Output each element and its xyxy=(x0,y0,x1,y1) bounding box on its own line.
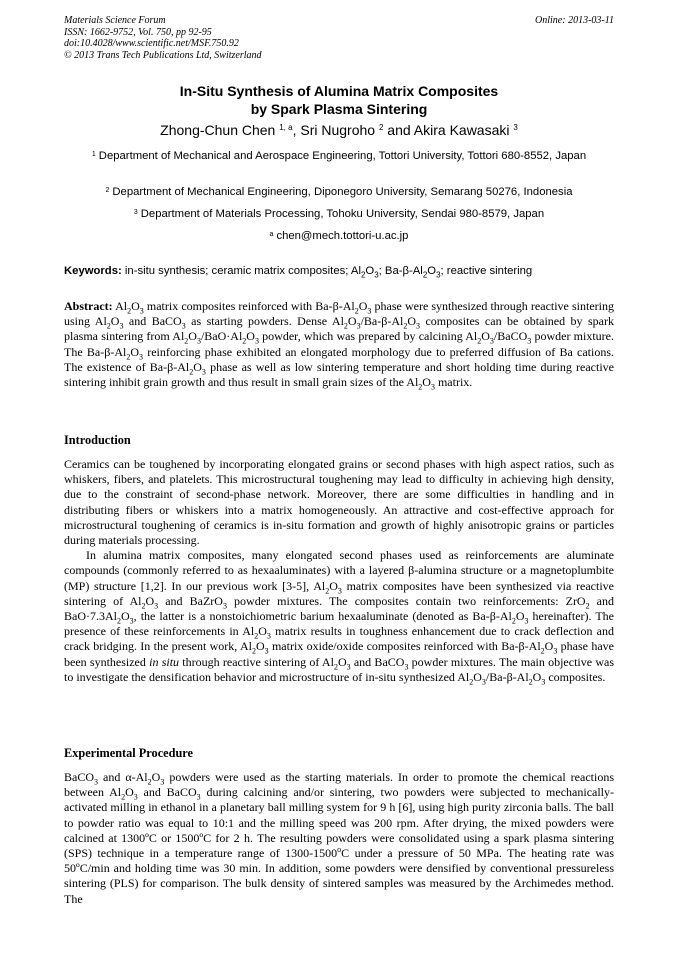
superscript: o xyxy=(337,845,342,855)
affiliation-mark: 1 xyxy=(91,151,96,158)
subscript: 3 xyxy=(489,336,494,346)
journal-name: Materials Science Forum xyxy=(64,15,166,26)
abstract-text: O xyxy=(246,329,255,344)
subscript: 3 xyxy=(436,270,441,280)
paragraph-text: O xyxy=(151,770,161,784)
email-text: chen@mech.tottori-u.ac.jp xyxy=(276,230,409,242)
subscript: 2 xyxy=(422,270,428,280)
paragraph-text: and α-Al xyxy=(98,770,148,784)
abstract-text: /BaO·Al xyxy=(200,329,243,344)
affiliation-text: Department of Mechanical and Aerospace Engineering, Tottori University, Tottori 680-8552, Japan xyxy=(98,150,587,162)
abstract-text: matrix. xyxy=(434,375,473,390)
section-heading-introduction: Introduction xyxy=(64,433,131,447)
subscript: 3 xyxy=(524,616,529,626)
journal-header xyxy=(64,15,262,61)
paragraph-text: /Ba-β-Al xyxy=(485,669,529,684)
paragraph-text: hereinafter). The presence of these reinforcements in Al xyxy=(64,609,614,639)
abstract-text: O xyxy=(110,314,120,329)
abstract-text: and BaCO xyxy=(123,314,182,329)
author-separator: and xyxy=(383,122,414,138)
subscript: 3 xyxy=(201,367,206,377)
affiliation-mark: 3 xyxy=(133,209,138,216)
paragraph-text: O xyxy=(255,639,265,654)
abstract-text: as starting powders. Dense Al xyxy=(185,314,344,329)
affiliation-2 xyxy=(74,185,604,200)
paragraph-text: O xyxy=(125,785,134,800)
subscript: 3 xyxy=(119,321,124,331)
paragraph-text: composites. xyxy=(545,669,606,684)
abstract-text: phase as well as low sintering temperature and short holding time during reactive sintering inhibit grain growth and thus result in small grain sizes of the Al xyxy=(64,359,614,390)
subscript: 2 xyxy=(184,336,189,346)
paragraph-text: and BaCO xyxy=(137,785,197,800)
subscript: 2 xyxy=(585,601,590,611)
subscript: 2 xyxy=(121,792,126,802)
subscript: 2 xyxy=(360,270,366,280)
subscript: 3 xyxy=(160,777,165,787)
abstract-text: Al xyxy=(112,299,128,313)
author-name: Sri Nugroho xyxy=(300,122,376,138)
paragraph-text: powder mixtures. The composites contain two reinforcements: ZrO xyxy=(226,593,586,608)
paragraph xyxy=(64,770,614,907)
paragraph-text: during calcining and/or sintering, two powders were subjected to mechanically-activated milling in ethanol in a planetary ball milling system for 9 h [6], using high purity zirconia balls. The ball to powder ratio was equal to 10:1 and the milling speed was 200 rpm. After drying, the mixed powders were calcined at 1300ºC or 1500ºC for 2 h. The resulting powders were consolidated using a spark plasma sintering (SPS) technique in a temperature range of 1300-1500 xyxy=(64,785,615,861)
subscript: 3 xyxy=(254,336,259,346)
subscript: 2 xyxy=(403,321,408,331)
author-email xyxy=(74,229,604,244)
abstract-text: composites can be obtained by spark plasma sintering from Al xyxy=(64,314,615,344)
subscript: 2 xyxy=(251,646,256,656)
section-heading-experimental: Experimental Procedure xyxy=(64,746,193,760)
paragraph-text: matrix composites have been synthesized via reactive sintering of Al xyxy=(64,578,614,608)
subscript: 2 xyxy=(333,662,338,672)
subscript: 2 xyxy=(354,306,359,316)
subscript: 2 xyxy=(126,352,131,361)
paragraph-text: O xyxy=(473,669,482,684)
subscript: 2 xyxy=(189,367,194,377)
journal-copyright: © 2013 Trans Tech Publications Ltd, Switzerland xyxy=(64,49,262,61)
abstract-text: /BaCO xyxy=(493,329,528,344)
subscript: 3 xyxy=(337,586,342,596)
affiliation-mark: 2 xyxy=(105,187,110,194)
subscript: 2 xyxy=(528,677,533,687)
author-separator: , xyxy=(292,122,301,138)
affiliation-mark: a xyxy=(269,231,274,238)
abstract-text: powder, which was prepared by calcining Al xyxy=(258,329,478,344)
paragraph-text: O xyxy=(258,624,267,639)
journal-doi: doi:10.4028/www.scientific.net/MSF.750.92 xyxy=(64,38,239,49)
subscript: 3 xyxy=(481,677,486,687)
author-list xyxy=(64,121,614,139)
subscript: 2 xyxy=(254,631,259,641)
paragraph-text: and BaZrO xyxy=(158,593,223,608)
subscript: 2 xyxy=(141,601,146,611)
subscript: 2 xyxy=(540,646,545,656)
paragraph-text: C under a pressure of 50 MPa. The heating rate was 50ºC/min and holding time was 30 min. In addition, some powders were densified by conventional pressureless sintering (PLS) for comparison. The bulk density of sintered samples was measured by the Archimedes method. The xyxy=(64,846,614,906)
experimental-body xyxy=(64,770,614,907)
abstract xyxy=(64,299,614,390)
subscript: 3 xyxy=(367,306,372,316)
paragraph-text: , the latter is a nonstoichiometric barium hexaaluminate (denoted as Ba-β-Al xyxy=(133,609,512,624)
introduction-body xyxy=(64,457,614,685)
paragraph-text: In alumina matrix composites, many elongated second phases used as reinforcements are aluminate compounds (commonly referred to as hexaaluminates) with a layered β-alumina structure or a magnetoplumbite (MP) structure [1,2]. In our previous work [3-5], Al xyxy=(64,548,614,593)
subscript: 2 xyxy=(127,306,132,316)
paragraph-text: through reactive sintering of Al xyxy=(179,654,334,669)
paragraph: Ceramics can be toughened by incorporating elongated grains or second phases with high aspect ratios, such as whiskers, fibers, and platelets. This microstructural toughening may lead to difficulty in achieving high density, due to the constraint of second-phase network. Moreover, there are some difficulties in handling and in distributing fibers or whiskers into a matrix homogeneously. An attractive and cost-effective approach for microstructural toughening of ceramics is in-situ formation and growth of highly anisotropic grains or particles during materials processing. xyxy=(64,457,614,548)
subscript: 3 xyxy=(222,601,227,611)
subscript: 3 xyxy=(133,792,138,802)
paragraph-text: matrix oxide/oxide composites reinforced with Ba-β-Al xyxy=(268,639,541,654)
paragraph-text: and BaCO xyxy=(350,654,405,669)
paragraph-text: O xyxy=(532,669,542,684)
paragraph-text: powder mixtures. The main objective was to investigate the densification behavior and microstructure of in-situ synthesized Al xyxy=(64,654,614,684)
journal-issn: ISSN: 1662-9752, Vol. 750, pp 92-95 xyxy=(64,26,212,38)
abstract-text: reinforcing phase exhibited an elongated morphology due to preferred diffusion of Ba cations. The existence of Ba-β-Al xyxy=(64,344,614,374)
subscript: 3 xyxy=(346,662,351,672)
subscript: 2 xyxy=(418,382,423,392)
abstract-text: O xyxy=(422,375,431,390)
paragraph-text: O xyxy=(145,593,155,608)
subscript: 3 xyxy=(196,792,201,802)
paragraph xyxy=(64,548,614,685)
title-line-2: by Spark Plasma Sintering xyxy=(250,101,428,117)
affiliation-text: Department of Materials Processing, Tohoku University, Sendai 980-8579, Japan xyxy=(140,208,545,220)
subscript: 3 xyxy=(139,352,143,361)
subscript: 2 xyxy=(106,321,111,331)
author-name: Zhong-Chun Chen xyxy=(160,122,276,138)
subscript: 3 xyxy=(129,616,134,626)
subscript: 3 xyxy=(404,662,409,672)
subscript: 3 xyxy=(374,270,379,280)
author-affil-mark: 2 xyxy=(378,123,384,132)
abstract-text: O xyxy=(130,344,139,359)
online-date: Online: 2013-03-11 xyxy=(535,15,614,26)
author-name: Akira Kawasaki xyxy=(413,122,510,138)
keywords-text: O xyxy=(365,265,375,277)
subscript: 3 xyxy=(553,646,558,656)
subscript: 3 xyxy=(139,306,144,316)
italic-text: in situ xyxy=(149,654,180,669)
abstract-label: Abstract: xyxy=(64,299,113,313)
paragraph-text: O xyxy=(544,639,554,654)
abstract-text: powder mixture. The Ba-β-Al xyxy=(64,329,615,359)
author-affil-mark: 3 xyxy=(513,123,518,132)
title-line-1: In-Situ Synthesis of Alumina Matrix Composites xyxy=(179,83,499,99)
abstract-text: O xyxy=(188,329,197,344)
keywords-text: in-situ synthesis; ceramic matrix composites; Al xyxy=(121,265,361,277)
paragraph-text: BaCO xyxy=(64,770,94,784)
subscript: 3 xyxy=(196,336,201,346)
abstract-text: phase were synthesized through reactive sintering using Al xyxy=(64,299,614,329)
abstract-text: O xyxy=(407,314,417,329)
abstract-text: O xyxy=(347,314,357,329)
subscript: 2 xyxy=(117,616,121,626)
paragraph-text: O xyxy=(329,578,338,593)
subscript: 3 xyxy=(181,321,186,331)
paper-title xyxy=(64,82,614,118)
subscript: 3 xyxy=(430,382,435,392)
paragraph-text: O xyxy=(337,654,347,669)
paragraph-text: O xyxy=(515,609,525,624)
abstract-text: O xyxy=(193,359,202,374)
affiliation-3 xyxy=(74,207,604,222)
subscript: 3 xyxy=(154,601,159,611)
abstract-text: /Ba-β-Al xyxy=(360,314,404,329)
subscript: 2 xyxy=(469,677,474,687)
paragraph-text: O xyxy=(121,609,130,624)
subscript: 2 xyxy=(477,336,482,346)
abstract-text: matrix composites reinforced with Ba-β-Al xyxy=(143,299,355,313)
paragraph-text: phase have been synthesized xyxy=(64,639,614,669)
subscript: 3 xyxy=(527,336,532,346)
subscript: 2 xyxy=(147,777,152,787)
affiliation-1 xyxy=(74,149,604,164)
affiliation-text: Department of Mechanical Engineering, Diponegoro University, Semarang 50276, Indonesia xyxy=(112,186,573,198)
abstract-text: O xyxy=(131,299,140,313)
abstract-text: O xyxy=(481,329,490,344)
subscript: 3 xyxy=(356,321,361,331)
keywords xyxy=(64,264,614,278)
subscript: 3 xyxy=(266,631,271,641)
subscript: 2 xyxy=(343,321,348,331)
paragraph-text: matrix results in toughness enhancement due to crack deflection and crack bridging. In the present work, Al xyxy=(64,624,614,654)
keywords-label: Keywords: xyxy=(64,265,122,277)
paragraph-text: powders were used as the starting materials. In order to promote the chemical reactions between Al xyxy=(64,770,614,800)
subscript: 3 xyxy=(416,321,421,331)
keywords-text: O xyxy=(427,265,437,277)
keywords-text: ; reactive sintering xyxy=(440,265,533,277)
abstract-text: O xyxy=(358,299,368,313)
subscript: 3 xyxy=(94,777,98,787)
subscript: 3 xyxy=(541,677,546,687)
keywords-text: ; Ba-β-Al xyxy=(378,265,423,277)
subscript: 2 xyxy=(511,616,516,626)
subscript: 2 xyxy=(242,336,247,346)
subscript: 2 xyxy=(325,586,330,596)
author-affil-mark: 1, a xyxy=(279,123,293,132)
paragraph-text: and BaO·7.3Al xyxy=(64,593,615,624)
subscript: 3 xyxy=(264,646,269,656)
